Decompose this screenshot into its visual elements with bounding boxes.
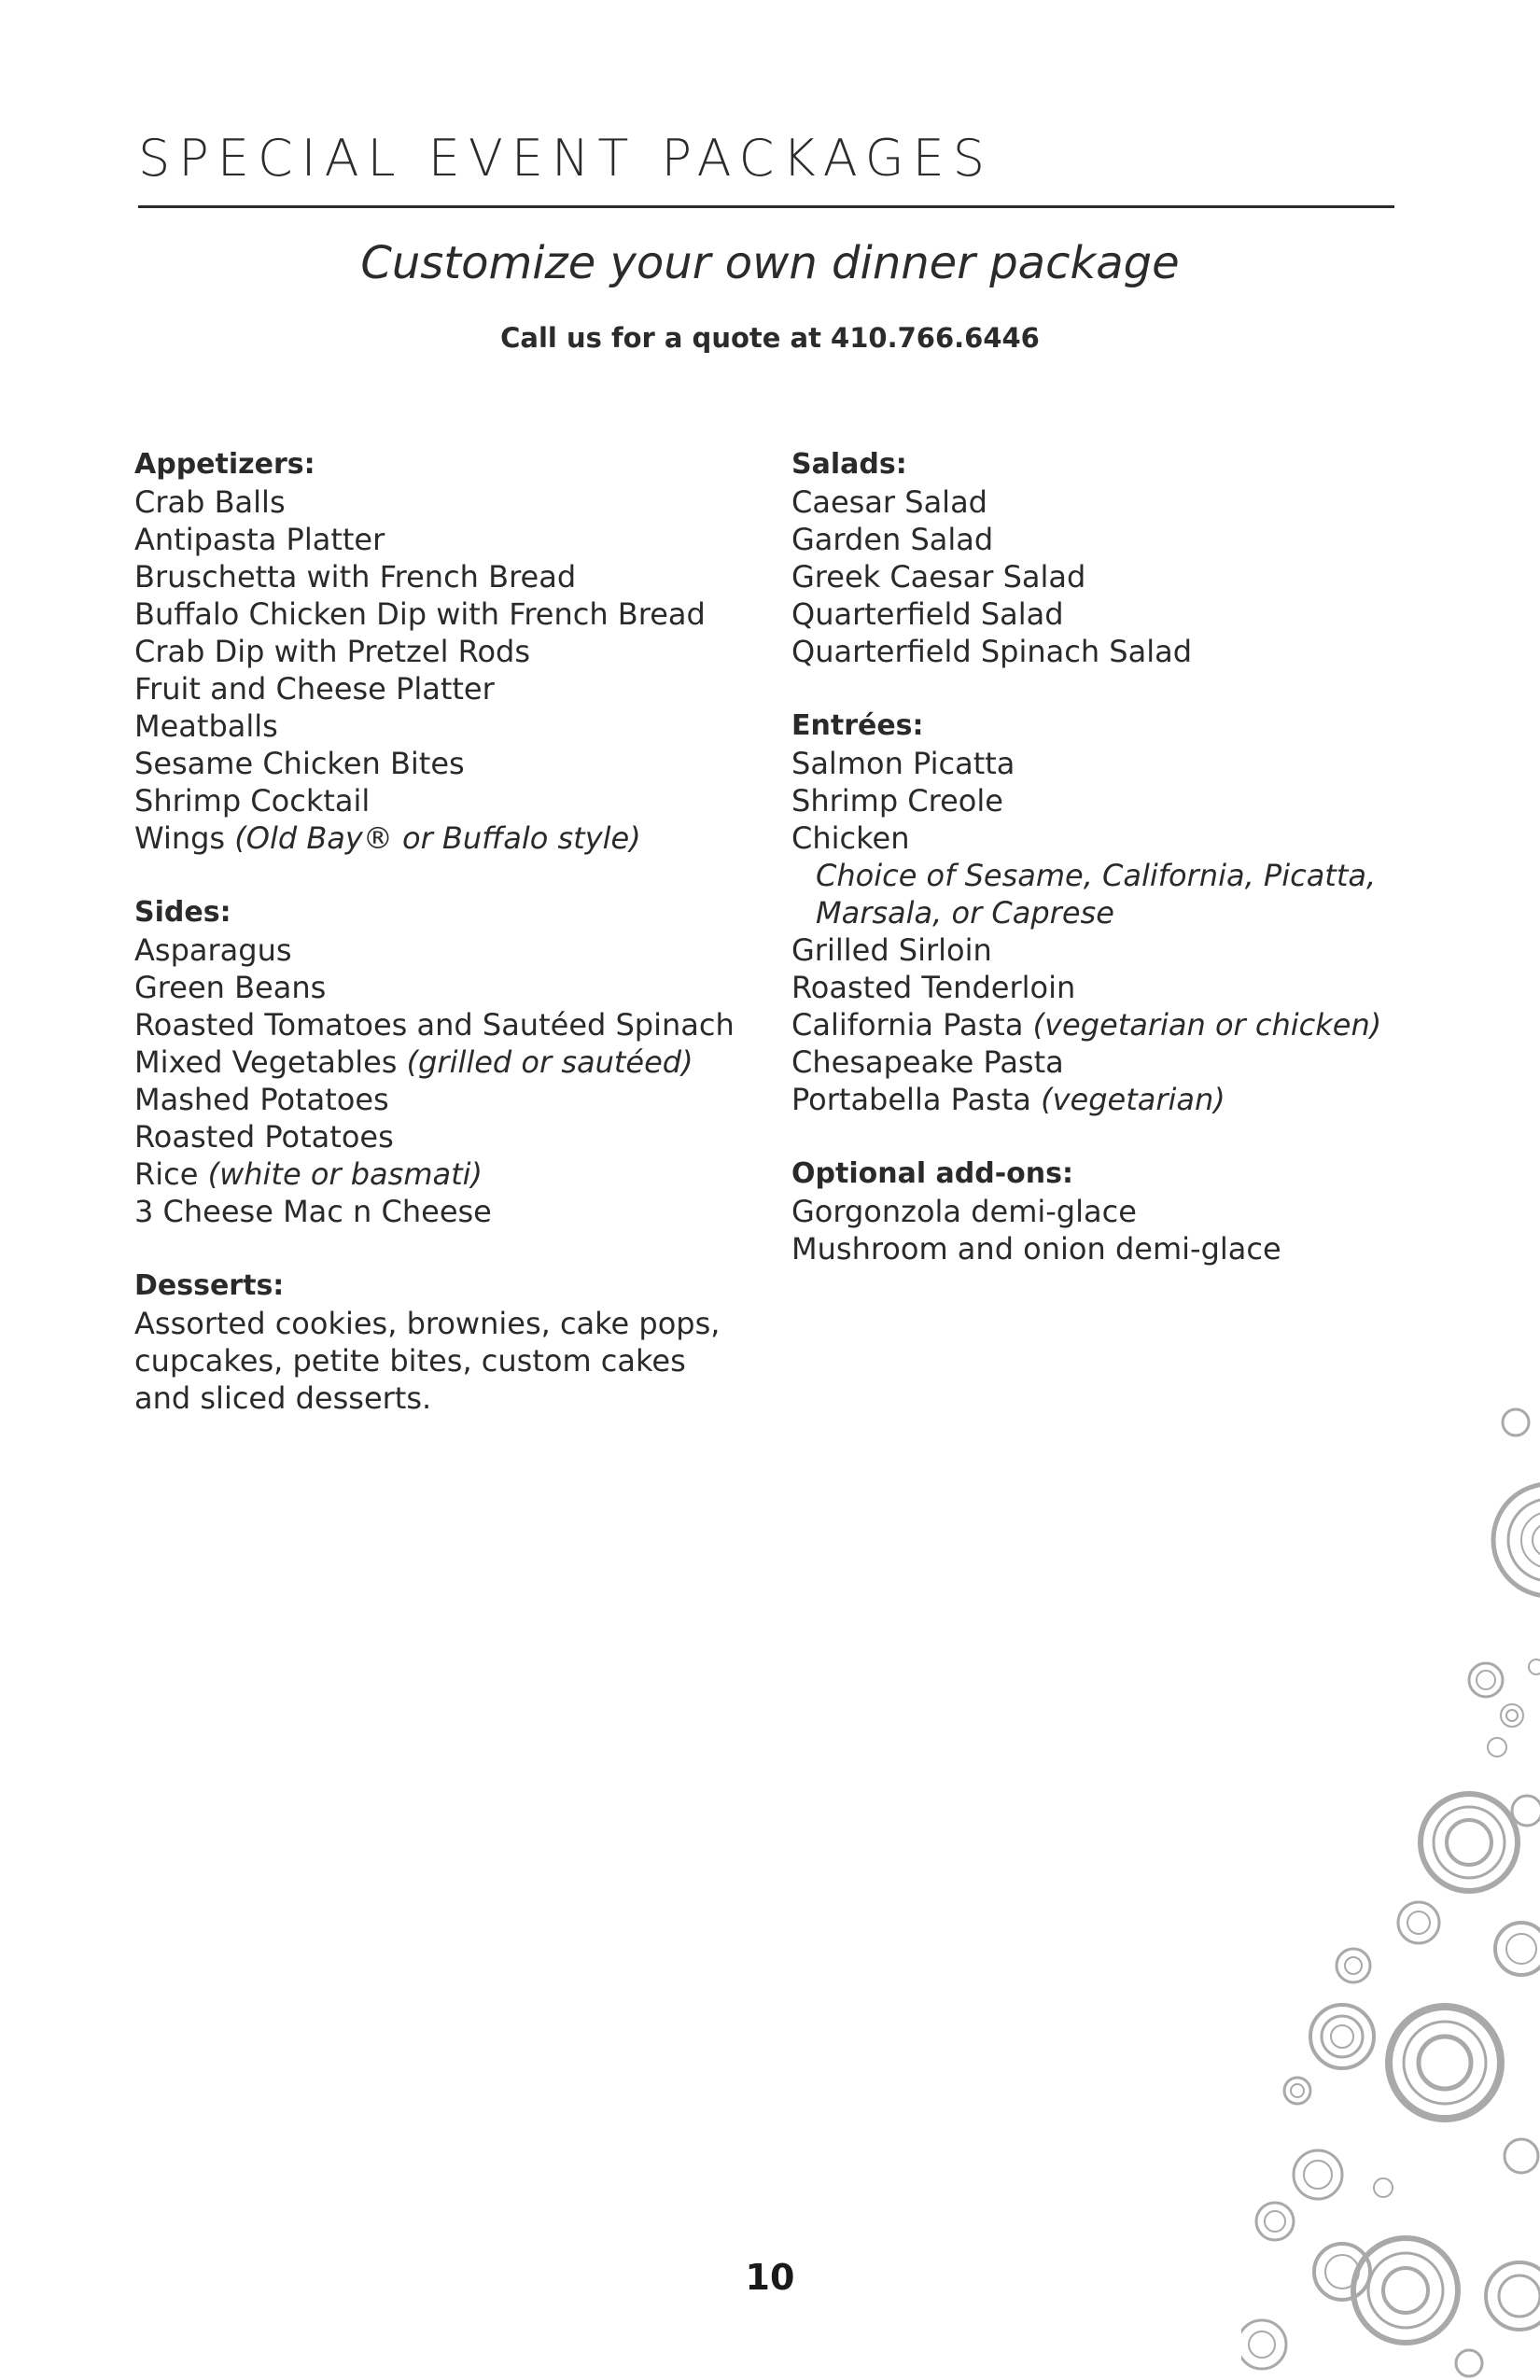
menu-item: Greek Caesar Salad xyxy=(791,559,1086,595)
salads-section xyxy=(791,446,1389,670)
menu-item xyxy=(791,819,1389,857)
menu-item: Shrimp Cocktail xyxy=(134,783,371,819)
menu-item-label: Mixed Vegetables xyxy=(134,1044,398,1080)
chicken-options-line: Marsala, or Caprese xyxy=(816,895,1114,931)
page-number: 10 xyxy=(745,2257,795,2298)
sides-section xyxy=(134,894,750,1230)
menu-item-label: Roasted Tomatoes and Sautéed Spinach xyxy=(134,1007,735,1043)
menu-item-label: California Pasta xyxy=(791,1007,1024,1043)
menu-item: Crab Dip with Pretzel Rods xyxy=(134,634,530,669)
menu-item: Sesame Chicken Bites xyxy=(134,746,465,781)
menu-item-note: (grilled or sautéed) xyxy=(406,1044,693,1080)
addons-section xyxy=(791,1155,1389,1267)
menu-item xyxy=(134,1118,750,1155)
decorative-circles xyxy=(1241,1400,1540,2380)
chicken-options-line: Choice of Sesame, California, Picatta, xyxy=(816,858,1377,893)
left-column xyxy=(134,446,750,1454)
menu-item xyxy=(791,1081,1389,1118)
menu-item-note: (vegetarian or chicken) xyxy=(1032,1007,1382,1043)
desserts-section xyxy=(134,1267,750,1417)
menu-item: Buffalo Chicken Dip with French Bread xyxy=(134,596,706,632)
menu-item xyxy=(791,1006,1389,1043)
menu-item xyxy=(791,969,1389,1006)
menu-item: Crab Balls xyxy=(134,484,286,520)
menu-item xyxy=(134,1193,750,1230)
salads-heading: Salads: xyxy=(791,448,907,481)
menu-item xyxy=(134,969,750,1006)
menu-item xyxy=(791,931,1389,969)
right-column xyxy=(791,446,1389,1305)
addons-heading: Optional add-ons: xyxy=(791,1157,1074,1190)
menu-item: Mushroom and onion demi-glace xyxy=(791,1231,1281,1267)
appetizers-section xyxy=(134,446,750,857)
menu-item-label: Roasted Potatoes xyxy=(134,1119,394,1155)
menu-item: Meatballs xyxy=(134,708,278,744)
menu-item-wings xyxy=(134,819,750,857)
menu-item: Caesar Salad xyxy=(791,484,987,520)
circle-cluster-small xyxy=(1469,1659,1540,1757)
entrees-heading: Entrées: xyxy=(791,709,924,742)
menu-item-label: Roasted Tenderloin xyxy=(791,970,1076,1005)
menu-item-label: Chicken xyxy=(791,820,910,856)
menu-item-label: Asparagus xyxy=(134,932,292,968)
menu-item-label: Green Beans xyxy=(134,970,327,1005)
menu-item: Garden Salad xyxy=(791,522,994,557)
circle-cluster-top xyxy=(1493,1409,1540,1596)
desserts-heading: Desserts: xyxy=(134,1269,285,1302)
menu-item: Quarterfield Salad xyxy=(791,596,1064,632)
menu-item xyxy=(134,1006,750,1043)
menu-item-label: Chesapeake Pasta xyxy=(791,1044,1064,1080)
menu-item-label: Salmon Picatta xyxy=(791,746,1015,781)
menu-item-label: Portabella Pasta xyxy=(791,1082,1031,1117)
menu-item: Antipasta Platter xyxy=(134,522,385,557)
menu-item: Fruit and Cheese Platter xyxy=(134,671,495,707)
menu-item xyxy=(134,1155,750,1193)
menu-item: Gorgonzola demi-glace xyxy=(791,1194,1137,1229)
menu-item-note: (white or basmati) xyxy=(207,1156,483,1192)
sides-heading: Sides: xyxy=(134,896,231,929)
quote-phone-line: Call us for a quote at 410.766.6446 xyxy=(500,322,1040,354)
page-title: SPECIAL EVENT PACKAGES xyxy=(138,129,994,188)
menu-item xyxy=(134,931,750,969)
desserts-description: Assorted cookies, brownies, cake pops, cupcakes, petite bites, custom cakes and sliced desserts. xyxy=(134,1306,721,1416)
appetizers-heading: Appetizers: xyxy=(134,448,315,481)
menu-item: Quarterfield Spinach Salad xyxy=(791,634,1193,669)
menu-item-label: Grilled Sirloin xyxy=(791,932,992,968)
menu-item-label: Wings xyxy=(134,820,226,856)
title-divider xyxy=(138,205,1394,208)
menu-item xyxy=(134,1043,750,1081)
circle-cluster-large xyxy=(1284,2005,1538,2199)
menu-item xyxy=(134,1081,750,1118)
entrees-section xyxy=(791,707,1389,1118)
menu-item-note: (vegetarian) xyxy=(1041,1082,1225,1117)
page-subtitle: Customize your own dinner package xyxy=(360,237,1180,289)
menu-item-label: 3 Cheese Mac n Cheese xyxy=(134,1194,492,1229)
menu-item-label: Mashed Potatoes xyxy=(134,1082,389,1117)
menu-item: Bruschetta with French Bread xyxy=(134,559,577,595)
menu-item-label: Rice xyxy=(134,1156,199,1192)
menu-item xyxy=(791,1043,1389,1081)
circle-cluster-middle xyxy=(1337,1794,1540,1982)
menu-item-label: Shrimp Creole xyxy=(791,783,1003,819)
menu-item-note: (Old Bay® or Buffalo style) xyxy=(234,820,641,856)
menu-item xyxy=(791,745,1389,782)
menu-item xyxy=(791,782,1389,819)
